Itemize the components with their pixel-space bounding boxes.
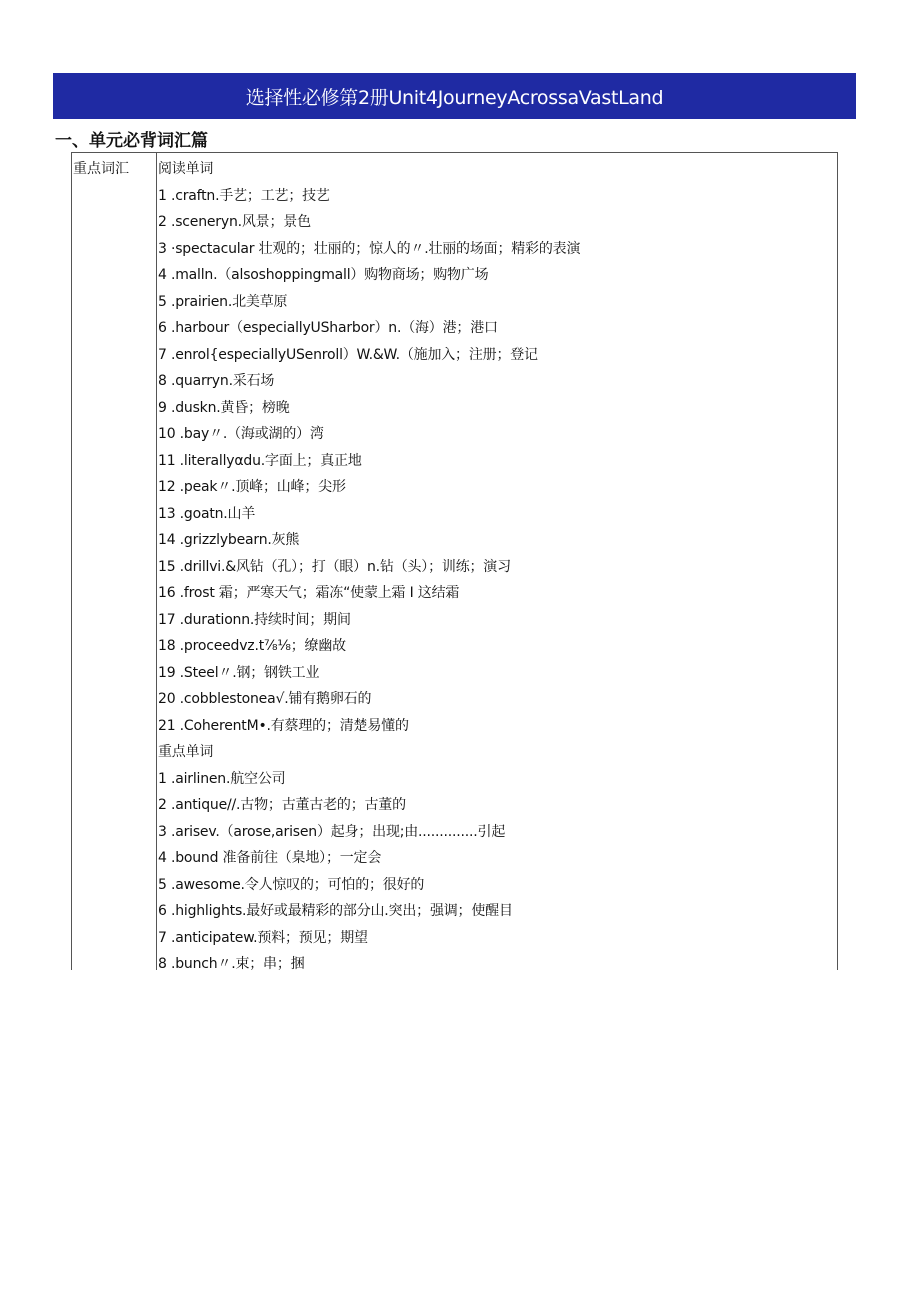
- document-title: 选择性必修第2册Unit4JourneyAcrossaVastLand: [245, 86, 664, 109]
- table-content-column: [158, 156, 836, 978]
- vocab-item: 21 .CoherentM•.有蔡理的；清楚易懂的: [158, 717, 409, 734]
- vocab-item: 2 .sceneryn.风景；景色: [158, 214, 311, 230]
- vocab-item: 13 .goatn.山羊: [158, 505, 256, 522]
- vocabulary-table: [71, 152, 838, 970]
- vocab-item: 6 .highlights.最好或最精彩的部分山.突出；强调；使醒目: [158, 903, 513, 919]
- table-label-column: [72, 153, 157, 970]
- vocab-item: 16 .frost 霜；严寒天气；霜冻“使蒙上霜 I 这结霜: [158, 585, 460, 601]
- vocab-item: 5 .prairien.北美草原: [158, 293, 288, 310]
- vocab-item: 1 .craftn.手艺；工艺；技艺: [158, 187, 330, 204]
- group-subheading: 重点单词: [158, 744, 214, 760]
- vocab-item: 7 .enrol{especiallyUSenroll）W.&W.（施加入；注册；登记: [158, 346, 538, 363]
- vocab-item: 11 .literallyαdu.字面上；真正地: [158, 452, 362, 469]
- vocab-item: 12 .peak〃.顶峰；山峰；尖形: [158, 479, 346, 495]
- vocab-item: 2 .antique//.古物；古董古老的；古董的: [158, 797, 406, 813]
- vocab-item: 3 ·spectacular 壮观的；壮丽的；惊人的〃.壮丽的场面；精彩的表演: [158, 240, 581, 257]
- section-heading: 一、单元必背词汇篇: [55, 131, 208, 151]
- vocab-item: 8 .quarryn.采石场: [158, 373, 275, 389]
- vocab-item: 9 .duskn.黄昏；榜晚: [158, 399, 290, 416]
- group-subheading: 阅读单词: [158, 161, 214, 177]
- vocab-item: 7 .anticipatew.预料；预见；期望: [158, 929, 368, 946]
- vocab-item: 8 .bunch〃.束；串；捆: [158, 956, 305, 972]
- vocab-item: 18 .proceedvz.t⅞⅛；缭幽故: [158, 638, 346, 654]
- vocab-item: 17 .durationn.持续时间；期间: [158, 611, 351, 628]
- vocab-item: 10 .bay〃.（海或湖的）湾: [158, 426, 324, 442]
- vocab-item: 3 .arisev.（arose,arisen）起身；出现;由..............引起: [158, 823, 506, 840]
- vocab-item: 5 .awesome.令人惊叹的；可怕的；很好的: [158, 876, 425, 893]
- vocab-item: 4 .malln.（alsoshoppingmall）购物商场；购物广场: [158, 267, 489, 283]
- vocab-item: 15 .drillvi.&风钻（孔）；打（眼）n.钻（头）；训练；演习: [158, 558, 511, 575]
- vocab-item: 4 .bound 准备前往（臬地）；一定会: [158, 850, 382, 866]
- vocab-item: 6 .harbour（especiallyUSharbor）n.（海）港；港口: [158, 320, 498, 336]
- document-title-banner: [53, 73, 856, 119]
- vocab-item: 20 .cobblestonea√.铺有鹅卵石的: [158, 691, 372, 707]
- vocab-item: 14 .grizzlybearn.灰熊: [158, 532, 300, 548]
- vocab-item: 1 .airlinen.航空公司: [158, 770, 286, 787]
- table-label: 重点词汇: [73, 161, 129, 177]
- vocab-item: 19 .Steel〃.钢；钢铁工业: [158, 664, 320, 681]
